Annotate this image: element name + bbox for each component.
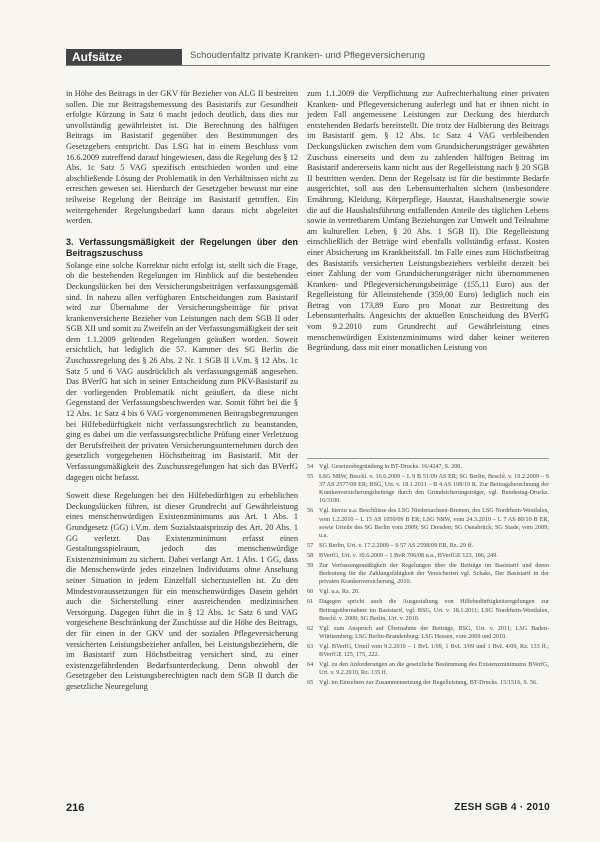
header-divider xyxy=(66,65,550,66)
footnote-text: Vgl. zu den Anforderungen an die gesetzliche Bestimmung des Existenzminimums BVerfG, Urt. v. 9.2.2010, Rz. 135 ff. xyxy=(319,661,549,677)
body-paragraph: Soweit diese Regelungen bei den Hilfebedürftigen zu erheblichen Deckungslücken führen, ist dieser Grundrecht auf Gewährleistung eines menschenwürdigen Existenzminimums aus Art. 1 Abs. 1 Grundgesetz (GG) i.V.m. dem Sozialstaatsprinzip des Art. 20 Abs. 1 GG verletzt. Das Existenzminimum erfasst einen Gestaltungsspielraum, jedoch das menschenwürdige Existenzminimum zu sichern. Dabei verlangt Art. 1 Abs. 1 GG, dass die Menschenwürde jedes einzelnen Individuums ohne Ansehung seiner Situation in jedem Einzelfall sicherzustellen ist. Zu den Mindestvoraussetzungen für ein menschenwürdiges Dasein gehört auch die Sicherstellung einer ausreichenden medizinischen Versorgung. Dagegen führt die in § 12 Abs. 1c Satz 6 und VAG vorgesehene Beschränkung der Zuschüsse auf die Höhe des Beitrags, der für einen in der GKV und der sozialen Pflegeversicherung versicherten Leistungsbezieher anfallen, bei Leistungsbeziehern, die im Basistarif zum Höchstbeitrag versichert sind, zu einer existenzgefährdenden Bedarfsunterdeckung. Denn obwohl der Gesetzgeber den Leistungsberechtigten nach dem SGB II durch die gesetzliche Neuregelung xyxy=(66,491,298,691)
footnote-number: 63 xyxy=(307,642,314,650)
page-footer xyxy=(66,802,550,816)
footnote-text: Vgl. hierzu u.a. Beschlüsse des LSG Niedersachsen-Bremen, des LSG Nordrhein-Westfalen, vom 1.2.2010 – L 15 AS 1050/09 B ER; LSG NRW, vom 24.3.2010 – L 7 AS 80/10 B ER, sowie Urteile des SG Berlin vom 2009; SG Dresden; SG Osnabrück; SG Stade, vom 2009; u.a. xyxy=(319,507,549,539)
footnote-number: 61 xyxy=(307,598,314,606)
footnote-text: Dagegen spricht auch die Ausgestaltung von Hilfebedürftigkeitsregelungen zur Beitragsübernahme im Basistarif, vgl. BSG, Urt. v. 18.1.2011; LSG Nordrhein-Westfalen, Beschl. v. 2009; SG Berlin, Urt. v. 2010. xyxy=(319,598,549,622)
footnote-number: 60 xyxy=(307,588,314,596)
footnote xyxy=(307,473,549,505)
footnotes xyxy=(307,458,549,689)
footnote xyxy=(307,507,549,539)
footnote xyxy=(307,588,549,596)
footnote xyxy=(307,562,549,586)
footnote xyxy=(307,598,549,622)
footnote-text: Vgl. im Einzelnen zur Zusammensetzung der Regelleistung, BT-Drucks. 15/1516, S. 56. xyxy=(319,679,538,687)
footnote-number: 55 xyxy=(307,473,314,481)
footnote-number: 56 xyxy=(307,507,314,515)
footnote-text: Vgl. BVerfG, Urteil vom 9.2.2010 – 1 BvL 1/09, 1 BvL 3/09 und 1 BvL 4/09, Rz. 133 ff.; BVerfGE 125, 175, 222. xyxy=(319,642,549,658)
footnote-text: Vgl. zum Anspruch auf Übernahme der Beiträge, BSG, Urt. v. 2011; LSG Baden-Württemberg; LSG Berlin-Brandenburg; LSG Hessen, vom 2009 und 2010. xyxy=(319,624,549,640)
footnote-text: BVerfG, Urt. v. 10.6.2009 – 1 BvR 706/08 u.a., BVerfGE 123, 186, 249. xyxy=(319,551,498,559)
footnote xyxy=(307,552,549,560)
footnote-text: Vgl. Gesetzesbegründung in BT-Drucks. 16/4247, S. 200. xyxy=(319,463,462,470)
page-header xyxy=(66,49,550,67)
footnote-number: 64 xyxy=(307,661,314,669)
footnote xyxy=(307,643,549,659)
body-paragraph: Solange eine solche Korrektur nicht erfolgt ist, stellt sich die Frage, ob die bestehenden Regelungen im Hinblick auf die bestehenden Deckungslücken bei den Versicherungsbeiträgen verfassungsgemäß sind. In nahezu allen verfügbaren Entscheidungen zum Basistarif wird zur Übernahme der Versicherungsbeiträge für privat krankenversicherte Bezieher von Leistungen nach dem SGB II oder SGB XII und somit zu Zweifeln an der Verfassungsmäßigkeit der seit dem 1.1.2009 geltenden Regelungen geäußert worden. Soweit ersichtlich, hat lediglich die 57. Kammer des SG Berlin die Zuschussregelung des § 26 Abs. 2 Nr. 1 SGB II i.V.m. § 12 Abs. 1c Satz 5 und 6 VAG ausdrücklich als verfassungsgemäß angesehen. Das BVerfG hat sich in seiner Entscheidung zum PKV-Basistarif zu der vorliegenden Problematik nicht geäußert, da diese nicht Gegenstand der Verfassungsbeschwerden war. Somit führt bei die § 12 Abs. 1c Satz 4 bis 6 VAG vorgenommenen Beitragsbegrenzungen bei Hilfebedürftigkeit nicht verfassungsrechtlich zu beanstanden, ging es dabei um die verfassungsrechtliche Prüfung einer Verletzung der Berufsfreiheit der privaten Versicherungsunternehmen durch den gesetzlich vorgegebenen Höchstbeitrag im Basistarif. Mit der Verfassungsmäßigkeit des Zuschussregelungen hat sich das BVerfG dagegen nicht befasst. xyxy=(66,260,298,482)
left-column xyxy=(66,89,298,692)
body-paragraph: in Höhe des Beitrags in der GKV für Bezieher von ALG II bestreiten sollen. Die zur Beitragsbemessung des Basistarifs zur Gesundheit erfolgte Kürzung in Satz 6 macht jedoch deutlich, dass dies nur unvollständig gewährleistet ist. Die Berechnung des hälftigen Beitrags im Basistarif gegenüber den Bestimmungen des Gesetzgebers entspricht. Das LSG hat in einem Beschluss vom 16.6.2009 zutreffend darauf hingewiesen, dass die Regelung des § 12 Abs. 1c Satz 5 VAG spezifisch entschieden worden und eine abschließende Lösung der Problematik in den Verhältnissen nicht zu erreichen gewesen sei. Hierdurch der Gesetzgeber bewusst nur eine teilweise Regelung der Beiträge im Basistarif getroffen. Ein weitergehender Regelungsbedarf kann daraus nicht abgeleitet werden. xyxy=(66,89,298,226)
footnote xyxy=(307,679,549,687)
right-column xyxy=(307,89,549,354)
footnote-number: 65 xyxy=(307,679,314,687)
running-title: Schoudenfaltz private Kranken- und Pflegeversicherung xyxy=(190,50,426,61)
footnote xyxy=(307,542,549,550)
footnote-text: Vgl. u.a. Rz. 20. xyxy=(319,588,360,596)
footnote-number: 62 xyxy=(307,624,314,632)
section-heading: 3. Verfassungsmäßigkeit der Regelungen über den Beitragszuschuss xyxy=(66,236,298,258)
footnote xyxy=(307,661,549,677)
page-number: 216 xyxy=(66,802,85,814)
footnote-text: Zur Verfassungsmäßigkeit der Regelungen über die Beiträge im Basistarif und deren Bedeutung für die Zahlungsfähigkeit der Versicherten vgl. Schaks, Der Basistarif in der privaten Krankenversicherung, 2010. xyxy=(319,562,549,586)
section-label: Aufsätze xyxy=(66,49,182,65)
footnote-number: 57 xyxy=(307,541,314,549)
footnote-number: 59 xyxy=(307,562,314,570)
footnote-number: 58 xyxy=(307,551,314,559)
footnote-text: LSG NRW, Beschl. v. 16.6.2009 – L 9 B 51/09 AS ER; SG Berlin, Beschl. v. 19.2.2009 – S 37 AS 2577/09 ER; BSG, Urt. v. 18.1.2011 – B 4 AS 108/10 R. Zur Beitragsberechnung der Krankenversicherungsbeiträge durch den Grundsicherungsträger, vgl. Bundestag-Drucks. 16/3100. xyxy=(319,473,549,505)
footnote xyxy=(307,625,549,641)
footnote xyxy=(307,463,549,471)
footnote-text: SG Berlin, Urt. v. 17.2.2009 – S 57 AS 2598/09 ER, Rz. 29 ff. xyxy=(319,541,474,549)
body-paragraph: zum 1.1.2009 die Verpflichtung zur Aufrechterhaltung einer privaten Kranken- und Pflegeversicherung auferlegt und hat er ihnen nicht in jedem Fall angemessene Leistungen zur Deckung des hierdurch entstehenden Bedarfs bereitstellt. Die trotz der Halbierung des Beitrags im Basistarif gem. § 12 Abs. 1c Satz 4 VAG verbleibenden Deckungslücken zwischen dem vom Grundsicherungsträger gewährten Zuschuss einerseits und dem zu zahlenden hälftigen Beitrag im Basistarif andererseits kann nicht aus der Regelleistung nach § 20 SGB II bestritten werden. Denn der Regelsatz ist für die bestimmte Bedarfe ausgerichtet, soll aus den Lebensunterhalten sichern (insbesondere Ernährung, Kleidung, Körperpflege, Hausrat, Haushaltsenergie sowie die auf die Haushaltsführung entfallenden Anteile des täglichen Lebens sowie in vertretbarem Umfang Beziehungen zur Umwelt und Teilnahme am kulturellen Leben, § 20 Abs. 1 SGB II). Die Regelleistung einschließlich der Beträge wird ebenfalls vollständig erfasst. Kosten einer Absicherung im Krankheitsfall. Im Falle eines zum Höchstbeitrag des Basistarifs versicherten Leistungsbeziehers verbleibt derzeit bei einer Zahlung der vom Grundsicherungsträger nicht übernommenen Kranken- und Pflegeversicherungsbeiträge (155,11 Euro) aus der Regelleistung für Alleinstehende (359,00 Euro) lediglich noch ein Betrag von 173,89 Euro pro Monat zur Bestreitung des Lebensunterhalts. Angesichts der aktuellen Entscheidung des BVerfG vom 9.2.2010 zum Grundrecht auf Gewährleistung eines menschenwürdigen Existenzminimums wird daher keiner weiteren Begründung, dass mit einer monatlichen Leistung von xyxy=(307,89,549,353)
journal-reference: ZESH SGB 4 · 2010 xyxy=(454,802,550,813)
footnote-number: 54 xyxy=(307,463,314,470)
